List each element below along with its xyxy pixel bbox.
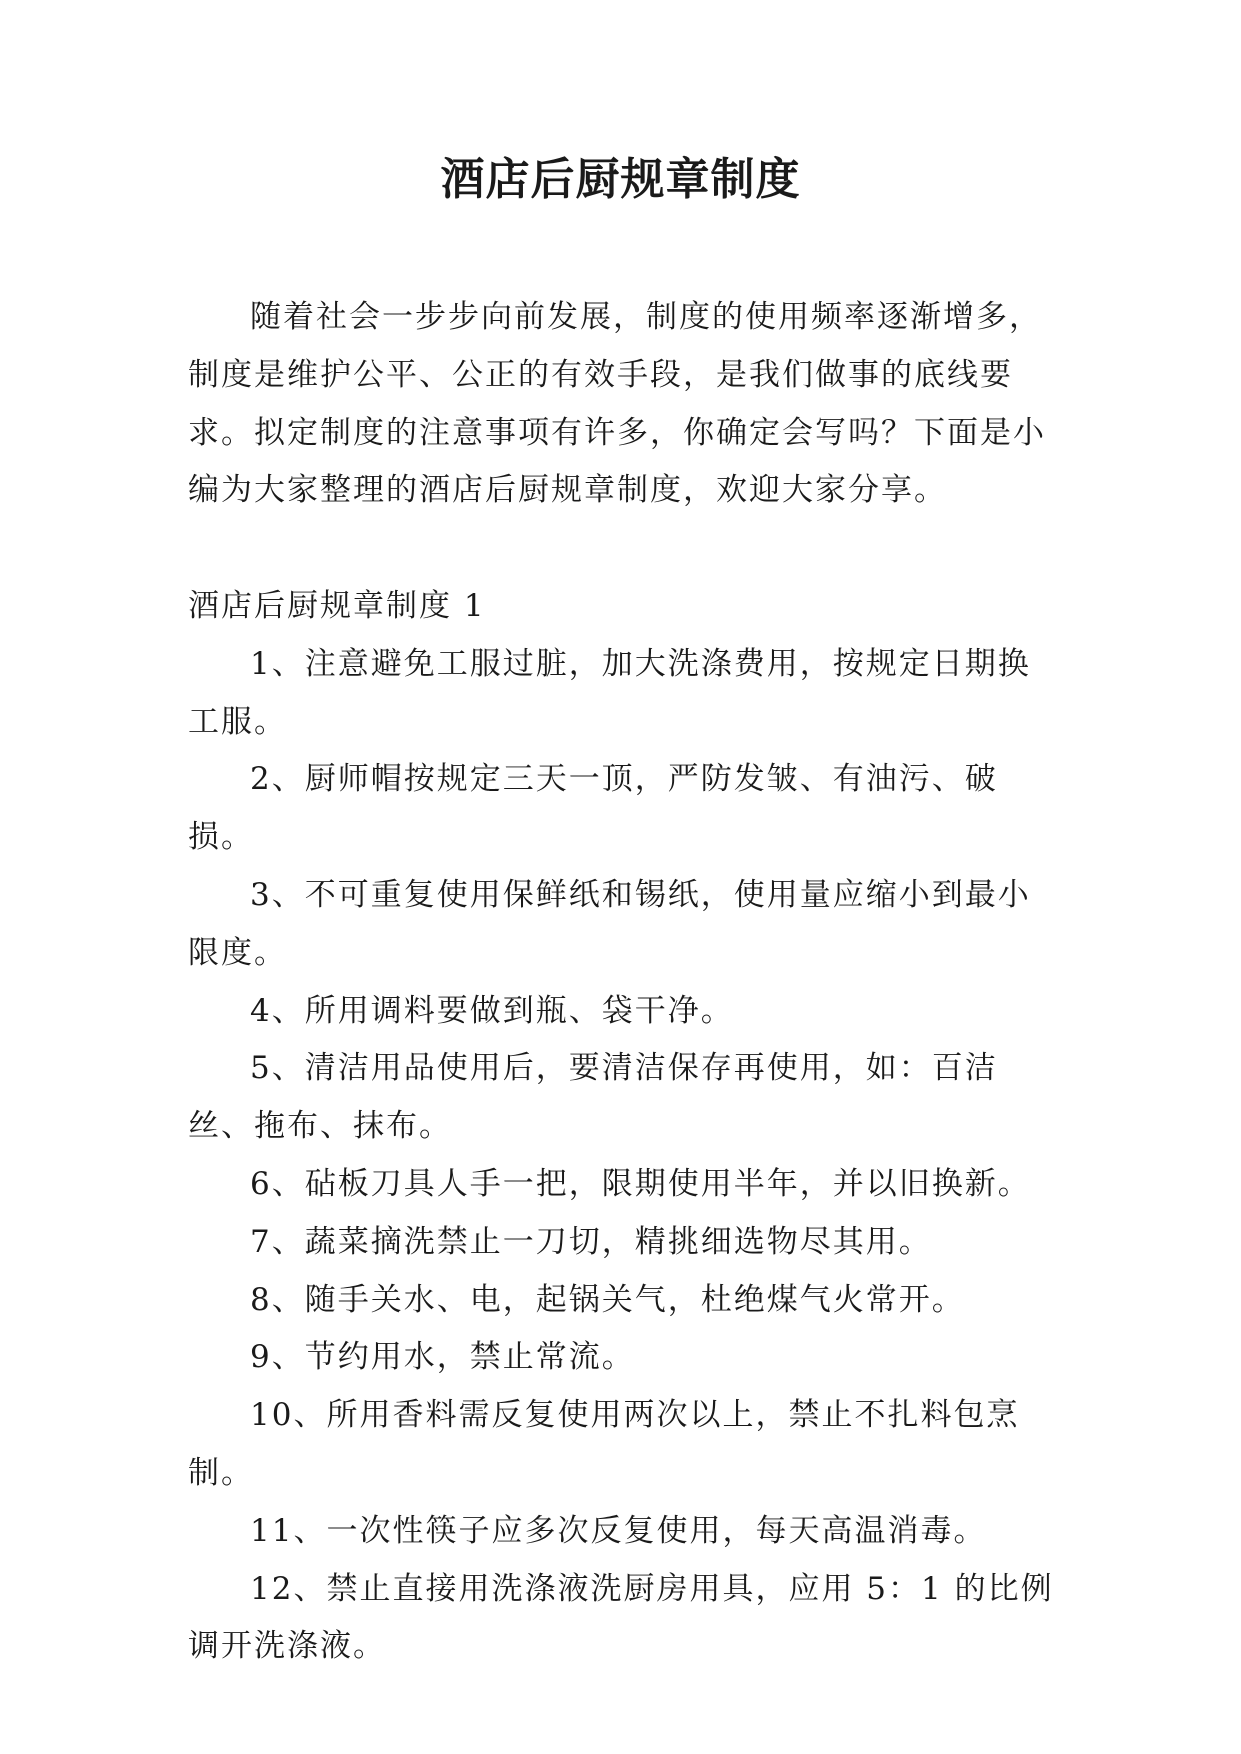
rule-item: 11、一次性筷子应多次反复使用，每天高温消毒。 <box>250 1512 987 1549</box>
rule-item: 4、所用调料要做到瓶、袋干净。 <box>250 992 734 1029</box>
rule-item: 8、随手关水、电，起锅关气，杜绝煤气火常开。 <box>250 1281 965 1318</box>
rules-section <box>188 578 1056 1676</box>
rule-item: 3、不可重复使用保鲜纸和锡纸，使用量应缩小到最小限度。 <box>188 876 1031 971</box>
document-title: 酒店后厨规章制度 <box>440 154 801 205</box>
rule-item: 9、节约用水，禁止常流。 <box>250 1339 635 1376</box>
rule-item: 12、禁止直接用洗涤液洗厨房用具，应用 5：1 的比例调开洗涤液。 <box>188 1570 1054 1665</box>
rule-item: 2、厨师帽按规定三天一顶，严防发皱、有油污、破损。 <box>188 761 998 856</box>
rule-item: 7、蔬菜摘洗禁止一刀切，精挑细选物尽其用。 <box>250 1223 932 1260</box>
section-heading: 酒店后厨规章制度 1 <box>188 588 486 624</box>
rule-item: 5、清洁用品使用后，要清洁保存再使用，如：百洁丝、拖布、抹布。 <box>188 1050 998 1145</box>
intro-paragraph: 随着社会一步步向前发展，制度的使用频率逐渐增多，制度是维护公平、公正的有效手段，是我们做事的底线要求。拟定制度的注意事项有许多，你确定会写吗？下面是小编为大家整理的酒店后厨规章制度，欢迎大家分享。 <box>188 299 1046 509</box>
rule-item: 6、砧板刀具人手一把，限期使用半年，并以旧换新。 <box>250 1165 1031 1202</box>
rule-item: 10、所用香料需反复使用两次以上，禁止不扎料包烹制。 <box>188 1397 1020 1491</box>
rule-item: 1、注意避免工服过脏，加大洗涤费用，按规定日期换工服。 <box>188 645 1031 740</box>
